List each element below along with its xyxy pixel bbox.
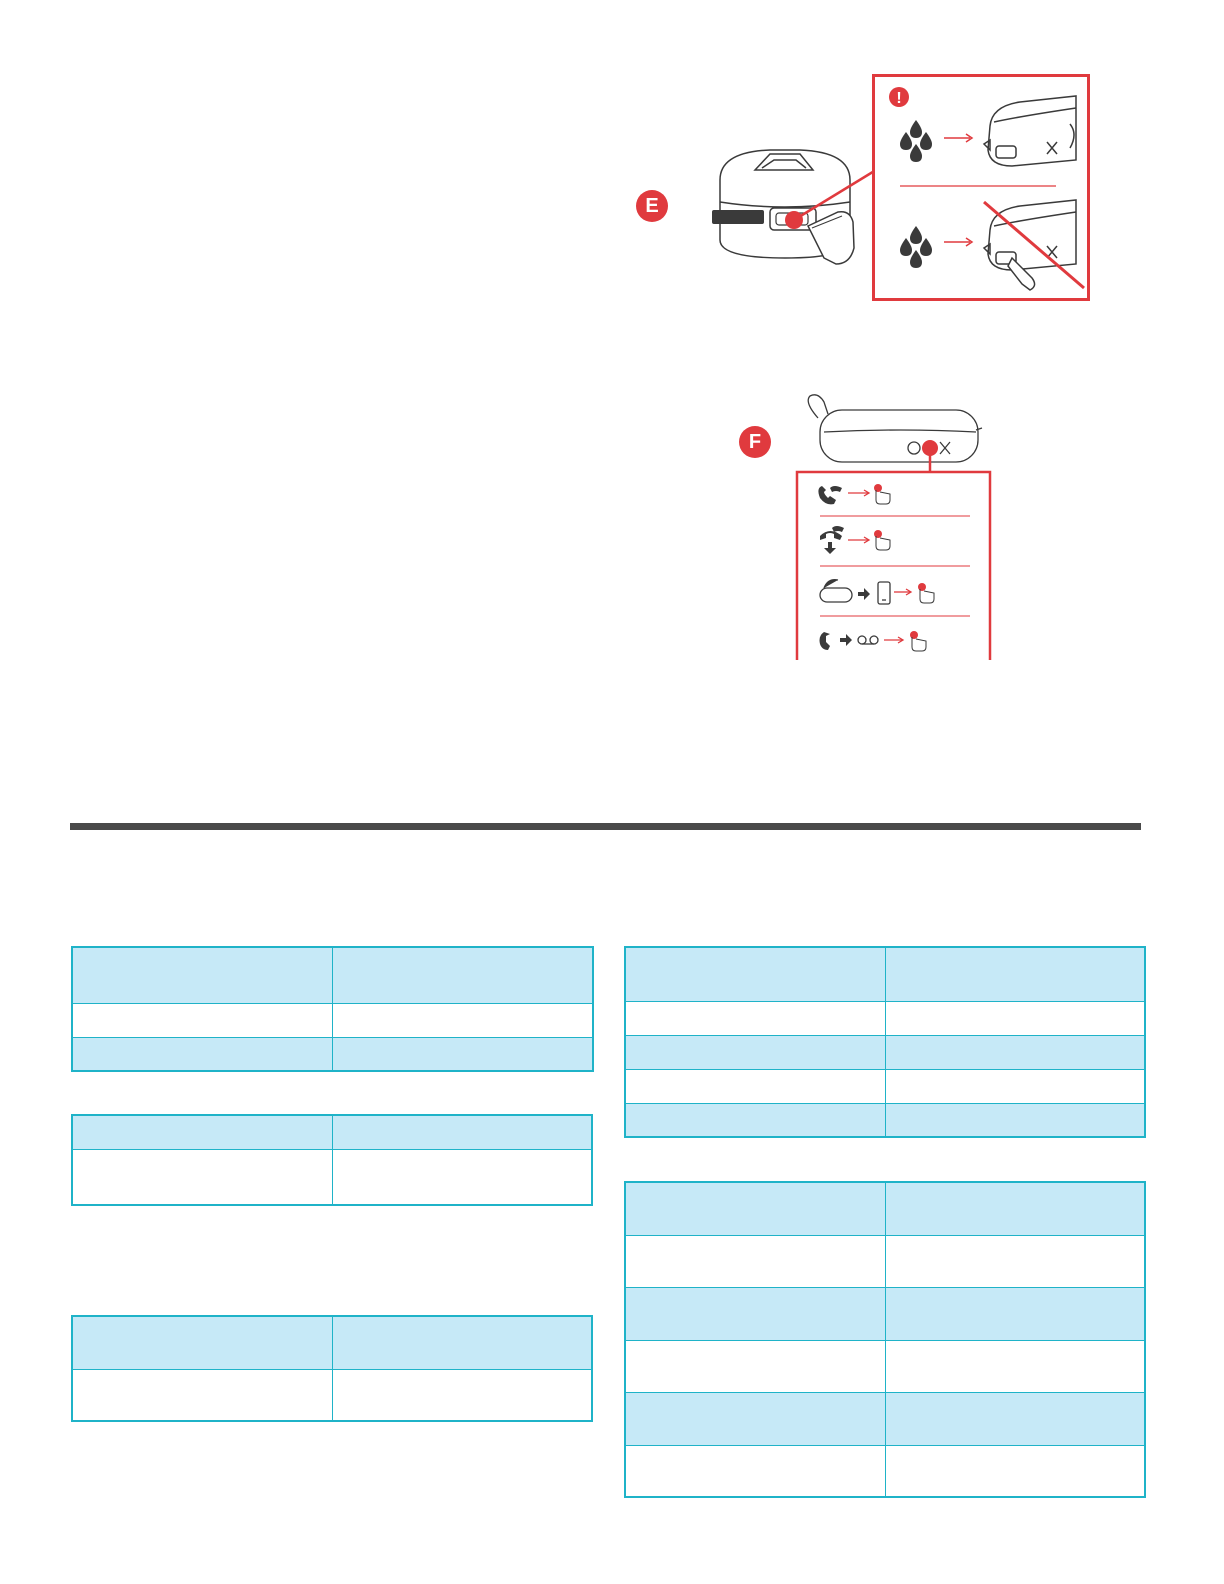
table-row <box>72 947 593 1003</box>
tap-hand-icon <box>874 530 890 550</box>
transfer-call-icon <box>820 580 852 602</box>
table-cell <box>72 1149 332 1205</box>
figure-f-badge: F <box>739 426 771 458</box>
table-cell <box>885 1445 1145 1497</box>
table-cell <box>625 1340 885 1392</box>
table-row <box>72 1003 593 1037</box>
tap-hand-icon <box>910 631 926 651</box>
table-cell <box>332 1037 593 1071</box>
table-cell <box>885 1235 1145 1287</box>
charging-case-illustration <box>700 140 880 275</box>
table-cell <box>332 947 593 1003</box>
table-cell <box>885 1340 1145 1392</box>
table-cell <box>625 1103 885 1137</box>
cable-icon <box>712 210 764 224</box>
table-row <box>625 1001 1145 1035</box>
table-row <box>625 1392 1145 1445</box>
table-row <box>72 1115 592 1149</box>
tap-hand-icon <box>874 484 890 504</box>
moisture-warning-panel <box>872 74 1090 301</box>
table-row <box>625 1069 1145 1103</box>
figure-e-badge: E <box>636 190 668 222</box>
section-divider <box>70 823 1141 830</box>
table-cell <box>885 947 1145 1001</box>
table-row <box>625 1445 1145 1497</box>
table-row <box>72 1316 592 1369</box>
table-row <box>625 1103 1145 1137</box>
spec-table-right-top <box>624 946 1146 1138</box>
table-row <box>72 1149 592 1205</box>
table-cell <box>885 1392 1145 1445</box>
table-cell <box>625 1287 885 1340</box>
earbud-side-icon <box>808 395 982 462</box>
table-cell <box>332 1316 592 1369</box>
tap-hand-icon <box>918 583 934 603</box>
table-cell <box>625 1392 885 1445</box>
table-cell <box>885 1287 1145 1340</box>
table-cell <box>72 1369 332 1421</box>
table-cell <box>885 1069 1145 1103</box>
reject-to-voicemail-icon <box>820 632 831 650</box>
table-cell <box>72 1115 332 1149</box>
table-row <box>625 1287 1145 1340</box>
table-cell <box>625 1001 885 1035</box>
spec-table-left-bottom <box>71 1315 593 1422</box>
table-cell <box>885 1103 1145 1137</box>
table-cell <box>72 1037 332 1071</box>
table-row <box>625 1182 1145 1235</box>
table-cell <box>625 947 885 1001</box>
table-row <box>625 1235 1145 1287</box>
table-cell <box>625 1445 885 1497</box>
table-cell <box>625 1235 885 1287</box>
table-cell <box>885 1001 1145 1035</box>
table-cell <box>332 1369 592 1421</box>
table-cell <box>72 1316 332 1369</box>
phone-icon <box>878 582 890 604</box>
spec-table-left-middle <box>71 1114 593 1206</box>
table-cell <box>332 1149 592 1205</box>
table-cell <box>72 947 332 1003</box>
voicemail-icon <box>858 636 878 644</box>
table-row <box>625 1340 1145 1392</box>
spec-table-left-top <box>71 946 594 1072</box>
table-cell <box>885 1182 1145 1235</box>
table-cell <box>625 1069 885 1103</box>
end-call-icon <box>820 526 844 554</box>
table-cell <box>332 1003 593 1037</box>
warning-mark: ! <box>896 90 902 107</box>
table-cell <box>72 1003 332 1037</box>
table-row <box>72 1369 592 1421</box>
table-cell <box>625 1035 885 1069</box>
table-cell <box>625 1182 885 1235</box>
earbud-controls-illustration <box>790 392 1000 662</box>
answer-call-icon <box>818 486 842 504</box>
table-row <box>625 947 1145 1001</box>
table-cell <box>332 1115 592 1149</box>
table-cell <box>885 1035 1145 1069</box>
table-row <box>625 1035 1145 1069</box>
table-row <box>72 1037 593 1071</box>
spec-table-right-bottom <box>624 1181 1146 1498</box>
